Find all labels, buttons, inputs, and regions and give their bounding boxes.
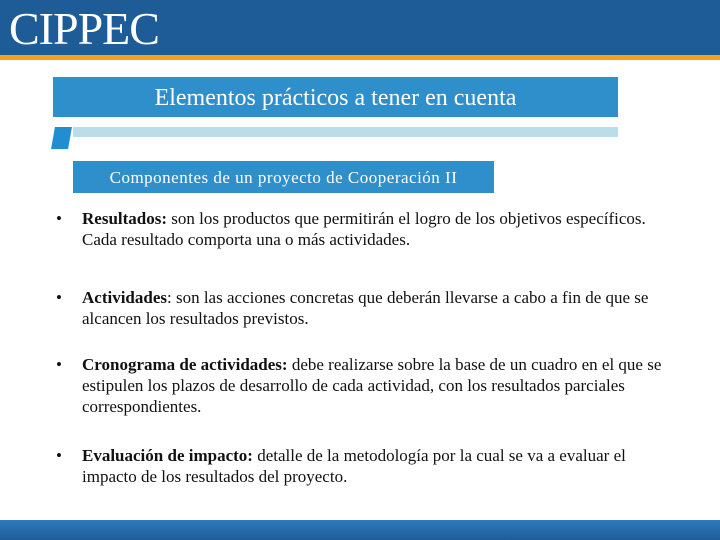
bullet-term: Actividades [82, 288, 167, 307]
bullet-icon: • [56, 209, 62, 228]
slide-title: Elementos prácticos a tener en cuenta [53, 77, 618, 117]
bullet-text: debe realizarse sobre la base de un cuadro en el que se estipulen los plazos de desarrollo de cada actividad, con los resultados parciales correspondientes. [82, 355, 662, 416]
header-accent-line [0, 55, 720, 60]
bullet-term: Evaluación de impacto: [82, 446, 253, 465]
bullet-item-evaluacion [56, 445, 666, 487]
decorative-stripe [73, 127, 618, 137]
cippec-logo: CIPPEC [9, 3, 159, 54]
bullet-item-resultados [56, 208, 666, 250]
bullet-term: Resultados: [82, 209, 168, 228]
bullet-text: : son las acciones concretas que deberán llevarse a cabo a fin de que se alcancen los resultados previstos. [82, 288, 649, 328]
bullet-item-actividades [56, 287, 666, 329]
bullet-icon: • [56, 355, 62, 374]
bullet-icon: • [56, 446, 62, 465]
slide-subtitle: Componentes de un proyecto de Cooperación II [73, 161, 494, 193]
bullet-term: Cronograma de actividades: [82, 355, 288, 374]
bullet-text: detalle de la metodología por la cual se va a evaluar el impacto de los resultados del proyecto. [82, 446, 626, 486]
bullet-icon: • [56, 288, 62, 307]
bullet-list [56, 208, 666, 487]
bullet-item-cronograma [56, 354, 666, 417]
bullet-text: son los productos que permitirán el logro de los objetivos específicos. Cada resultado comporta una o más actividades. [82, 209, 646, 249]
footer-bar [0, 520, 720, 540]
decorative-accent [51, 127, 72, 149]
header-bar [0, 0, 720, 55]
